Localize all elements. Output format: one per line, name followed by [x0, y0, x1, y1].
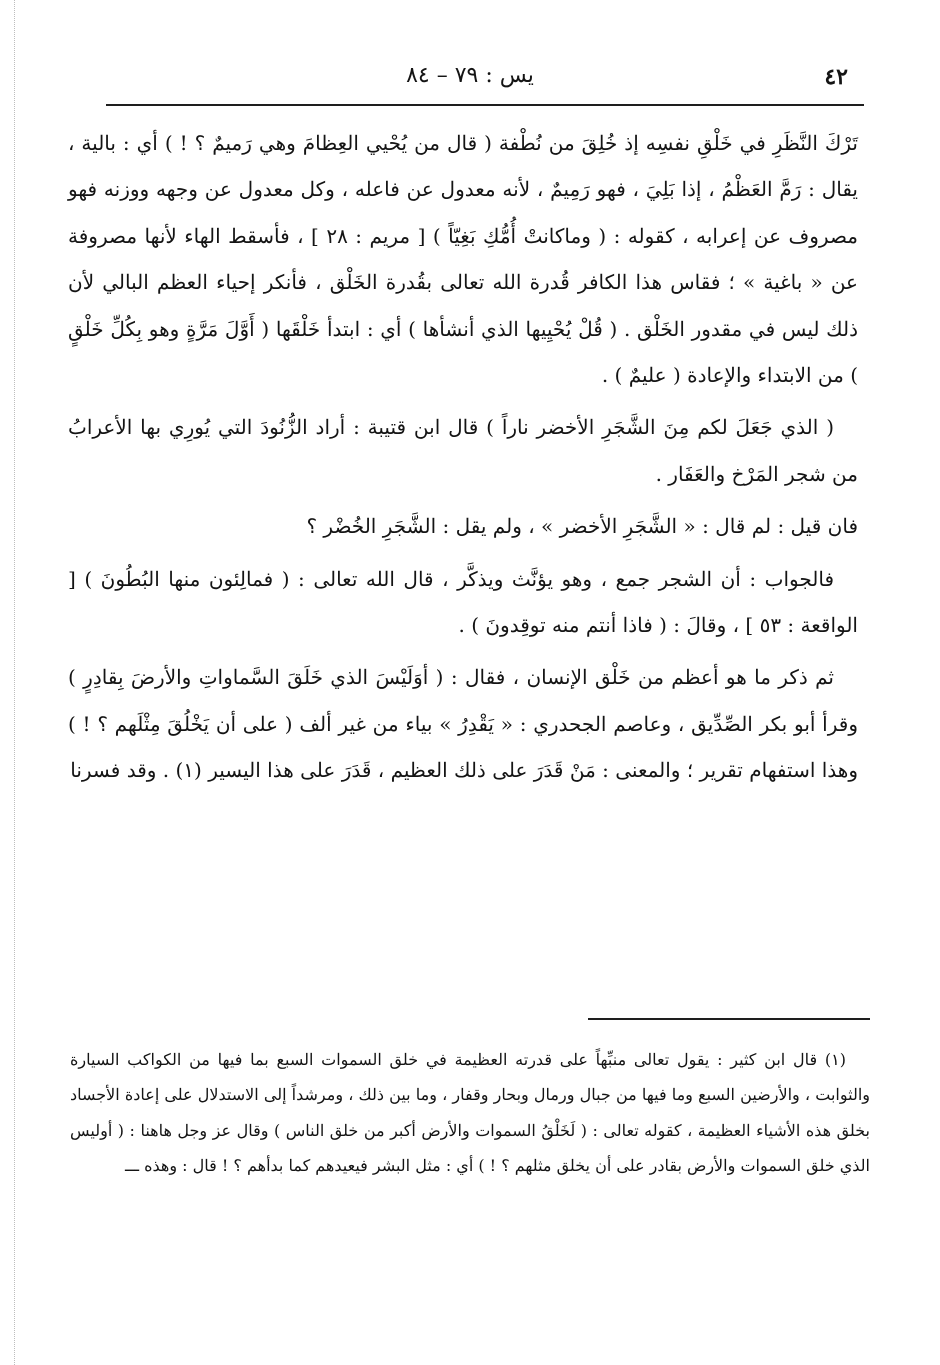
main-paragraph: فالجواب : أن الشجر جمع ، وهو يؤنَّث ويذكَّر ، قال الله تعالى : ( فمالِئون منها البُطُونَ ) [ الواقعة : ٥٣ ] ، وقالَ : ( فاذا أنتم منه توقِدونَ ) . [68, 566, 858, 638]
footnote: (١) قال ابن كثير : يقول تعالى منبِّهاً على قدرته العظيمة في خلق السموات السبع بما فيها من الكواكب السيارة والثوابت ، والأرضين السبع وما فيها من جبال ورمال وبحار وقفار ، وما بين ذلك ، ومرشداً إلى الاستدلال على إعادة الأجساد بخلق هذه الأشياء العظيمة ، كقوله تعالى : ( لَخَلْقُ السموات والأرض أكبر من خلق الناس ) وقال عز وجل هاهنا : ( أوليس الذي خلق السموات والأرض بقادر على أن يخلق مثلهم ؟ ! ) أي : مثل البشر فيعيدهم كما بدأهم ؟ ! قال : وهذه ـــ [70, 1050, 871, 1176]
main-paragraph: ثم ذكر ما هو أعظم من خَلْق الإنسان ، فقال : ( أوَلَيْسَ الذي خَلَقَ السَّماواتِ والأرضَ بِقادِرٍ ) وقرأ أبو بكر الصِّدِّيق ، وعاصم الجحدري : « يَقْدِرُ » بياء من غير ألف ( على أن يَخْلُقَ مِثْلَهم ؟ ! ) وهذا استفهام تقرير ؛ والمعنى : مَنْ قَدَرَ على ذلك العظيم ، قَدَرَ على هذا اليسير (١) . وقد فسرنا [68, 665, 858, 783]
main-paragraph: ( الذي جَعَلَ لكم مِنَ الشَّجَرِ الأخضر ناراً ) قال ابن قتيبة : أراد الزُّنُودَ التي يُورِي بها الأعرابُ من شجر المَرْخ والعَفَار . [68, 415, 858, 486]
main-paragraph: فان قيل : لم قال : « الشَّجَرِ الأخضر » ، ولم يقل : الشَّجَرِ الخُضْر ؟ [306, 514, 858, 539]
footnotes [70, 1042, 870, 1184]
page-number: ٤٢ [824, 64, 848, 90]
main-text [68, 120, 858, 800]
running-head: يس : ٧٩ – ٨٤ [406, 63, 534, 88]
header-rule [106, 104, 864, 106]
main-paragraph: تَرْكَ النَّظَرِ في خَلْقِ نفسِه إذ خُلِقَ من نُطْفة ( قال من يُحْيي العِظامَ وهي رَميمٌ ؟ ! ) أي : بالية ، يقال : رَمَّ العَظْمُ ، إذا بَلِيَ ، فهو رَمِيمٌ ، لأنه معدول عن فاعله ، وكل معدول عن وجهه ووزنه فهو مصروف عن إعرابه ، كقوله : ( وماكانتْ أُمُّكِ بَغِيّاً ) [ مريم : ٢٨ ] ، فأسقط الهاء لأنها مصروفة عن « باغية » ؛ فقاس هذا الكافر قُدرة الله تعالى بقُدرة الخَلْق ، فأنكر إحياء العظم البالي لأن ذلك ليس في مقدور الخَلْق . ( قُلْ يُحْيِيها الذي أنشأها ) أي : ابتدأ خَلْقَها ( أَوَّلَ مَرَّةٍ وهو بِكُلِّ خَلْقٍ ) من الابتداء والإعادة ( عليمٌ ) . [68, 131, 858, 388]
scan-edge-dots [14, 0, 15, 1365]
footnote-rule [588, 1018, 870, 1020]
